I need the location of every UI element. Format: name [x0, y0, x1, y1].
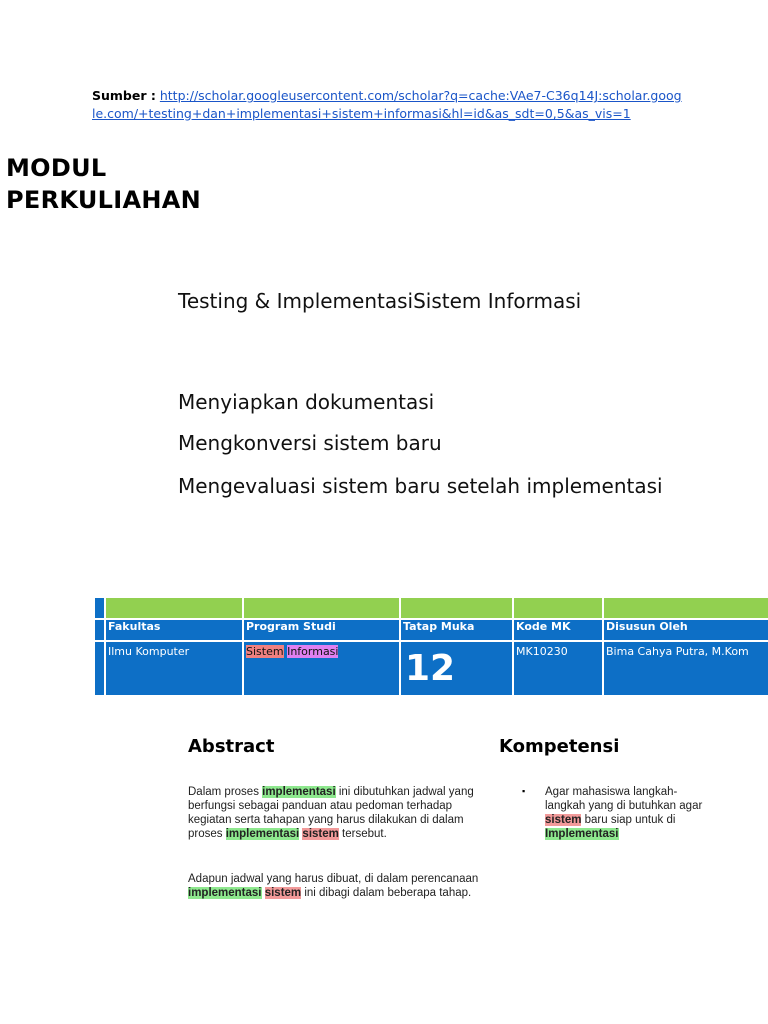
- highlight-sistem: sistem: [302, 828, 339, 840]
- program-word-1: Sistem: [246, 645, 284, 658]
- objective-2: Mengkonversi sistem baru: [178, 431, 442, 455]
- course-code-value: MK10230: [516, 645, 568, 658]
- header-kode-mk: Kode MK: [516, 620, 571, 633]
- header-strip: [401, 598, 512, 618]
- highlight-implementasi: Implementasi: [545, 828, 619, 840]
- text-span: tersebut.: [338, 828, 387, 840]
- bullet-icon: ▪: [522, 786, 526, 796]
- source-citation: [92, 87, 682, 123]
- kompetensi-heading: Kompetensi: [499, 736, 620, 757]
- header-fakultas: Fakultas: [108, 620, 161, 633]
- kompetensi-item: [545, 785, 715, 841]
- objective-1: Menyiapkan dokumentasi: [178, 390, 435, 414]
- header-strip: [106, 598, 242, 618]
- source-link[interactable]: http://scholar.googleusercontent.com/scholar?q=cache:VAe7-C36q14J:scholar.google.com/+testing+dan+implementasi+sistem+informasi&hl=id&as_sdt=0,5&as_vis=1: [92, 88, 682, 121]
- header-program-studi: Program Studi: [246, 620, 336, 633]
- highlight-implementasi: implementasi: [225, 828, 300, 840]
- course-info-table: [95, 598, 768, 695]
- col-divider: [512, 598, 514, 695]
- text-span: Adapun jadwal yang harus dibuat, di dalam perencanaan: [188, 873, 479, 885]
- abstract-paragraph-1: [188, 785, 498, 841]
- abstract-heading: Abstract: [188, 736, 275, 757]
- objective-3: Mengevaluasi sistem baru setelah implementasi: [178, 474, 663, 498]
- text-span: baru siap untuk di: [581, 814, 676, 826]
- header-strip: [604, 598, 768, 618]
- text-span: Dalam proses: [188, 786, 263, 798]
- module-title: MODUL PERKULIAHAN: [6, 154, 201, 214]
- highlight-sistem: sistem: [264, 887, 302, 899]
- meeting-number: 12: [405, 648, 456, 689]
- faculty-value: Ilmu Komputer: [108, 645, 190, 658]
- highlight-implementasi: implementasi: [262, 786, 336, 798]
- text-span: Agar mahasiswa langkah-langkah yang di butuhkan agar: [545, 786, 703, 812]
- course-title: Testing & ImplementasiSistem Informasi: [178, 289, 582, 313]
- col-divider: [602, 598, 604, 695]
- header-strip: [244, 598, 399, 618]
- col-divider: [242, 598, 244, 695]
- header-strip: [514, 598, 602, 618]
- col-divider: [399, 598, 401, 695]
- col-divider: [104, 598, 106, 695]
- header-tatap-muka: Tatap Muka: [403, 620, 475, 633]
- source-label: Sumber :: [92, 88, 156, 103]
- program-value: [246, 645, 338, 658]
- text-span: ini dibutuhkan jadwal yang berfungsi sebagai panduan atau pedoman terhadap kegiatan serta tahapan yang harus dilakukan di dalam proses: [188, 786, 474, 840]
- header-disusun-oleh: Disusun Oleh: [606, 620, 688, 633]
- highlight-implementasi: implementasi: [188, 887, 262, 899]
- author-value: Bima Cahya Putra, M.Kom: [606, 645, 749, 658]
- row-divider: [95, 640, 768, 642]
- text-span: ini dibagi dalam beberapa tahap.: [301, 887, 472, 899]
- abstract-paragraph-2: [188, 872, 498, 900]
- program-word-2: Informasi: [287, 645, 339, 658]
- highlight-sistem: sistem: [545, 814, 582, 826]
